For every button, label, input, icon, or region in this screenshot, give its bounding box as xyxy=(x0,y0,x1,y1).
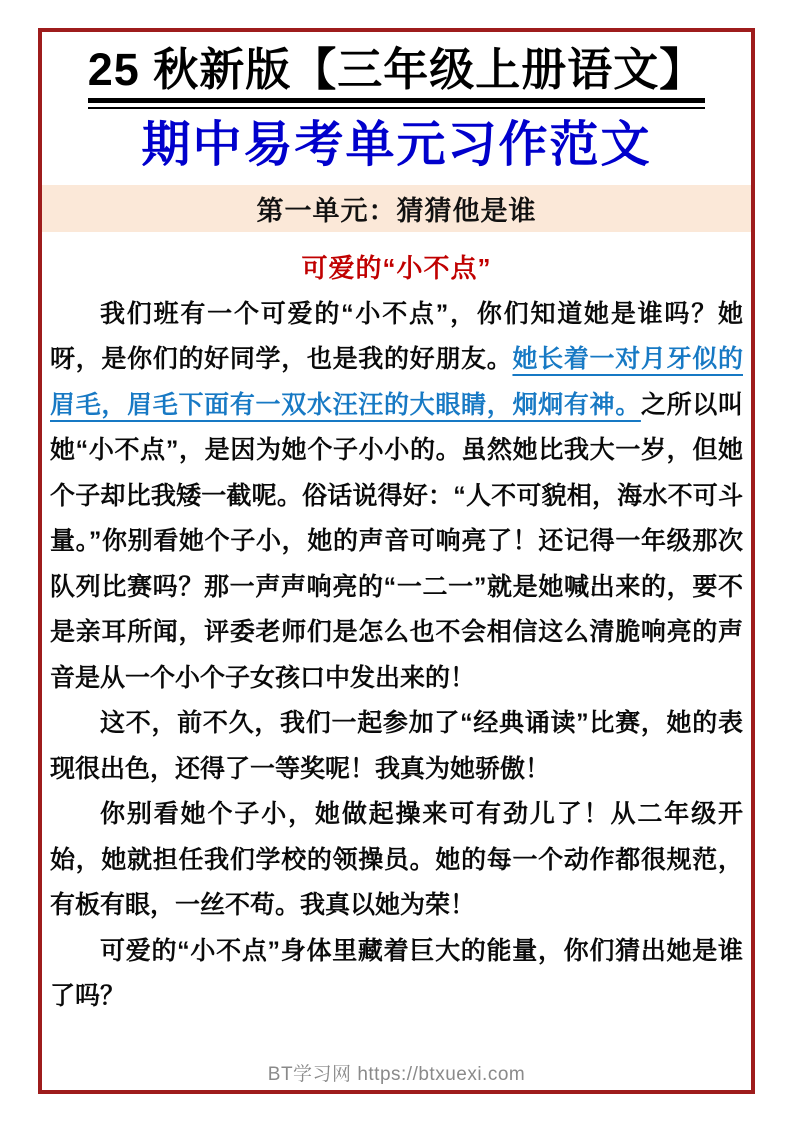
main-title-underline xyxy=(88,44,706,109)
unit-banner xyxy=(42,185,751,232)
subtitle: 期中易考单元习作范文 xyxy=(141,117,652,172)
footer-watermark: BT学习网 https://btxuexi.com xyxy=(267,1064,526,1085)
document-header xyxy=(42,32,751,175)
paragraph-1-text-after: 之所以叫她“小不点”，是因为她个子小小的。虽然她比我大一岁，但她个子却比我矮一截呢。俗话说得好：“人不可貌相，海水不可斗量。”你别看她个子小，她的声音可响亮了！还记得一年级那次队列比赛吗？那一声声响亮的“一二一”就是她喊出来的，要不是亲耳所闻，评委老师们是怎么也不会相信这么清脆响亮的声音是从一个小个子女孩口中发出来的！ xyxy=(50,390,743,692)
page-frame xyxy=(38,28,755,1094)
paragraph-4: 可爱的“小不点”身体里藏着巨大的能量，你们猜出她是谁了吗？ xyxy=(50,936,743,1011)
essay-title: 可爱的“小不点” xyxy=(301,252,492,283)
main-title: 25 秋新版【三年级上册语文】 xyxy=(88,44,706,103)
paragraph-1-text-before: 我们班有一个可爱的“小不点”，你们知道她是谁吗？她呀，是你们的好同学，也是我的好朋友。 xyxy=(50,299,743,374)
highlighted-sentence: 她长着一对月牙似的眉毛，眉毛下面有一双水汪汪的大眼睛，炯炯有神。 xyxy=(50,345,743,419)
essay-body xyxy=(42,285,751,1020)
paragraph-2: 这不，前不久，我们一起参加了“经典诵读”比赛，她的表现很出色，还得了一等奖呢！我真为她骄傲！ xyxy=(50,709,743,783)
paragraph-1 xyxy=(50,292,743,702)
unit-banner-label: 第一单元：猜猜他是谁 xyxy=(256,195,537,226)
paragraph-3: 你别看她个子小，她做起操来可有劲儿了！从二年级开始，她就担任我们学校的领操员。她的每一个动作都很规范，有板有眼，一丝不苟。我真以她为荣！ xyxy=(50,800,743,920)
